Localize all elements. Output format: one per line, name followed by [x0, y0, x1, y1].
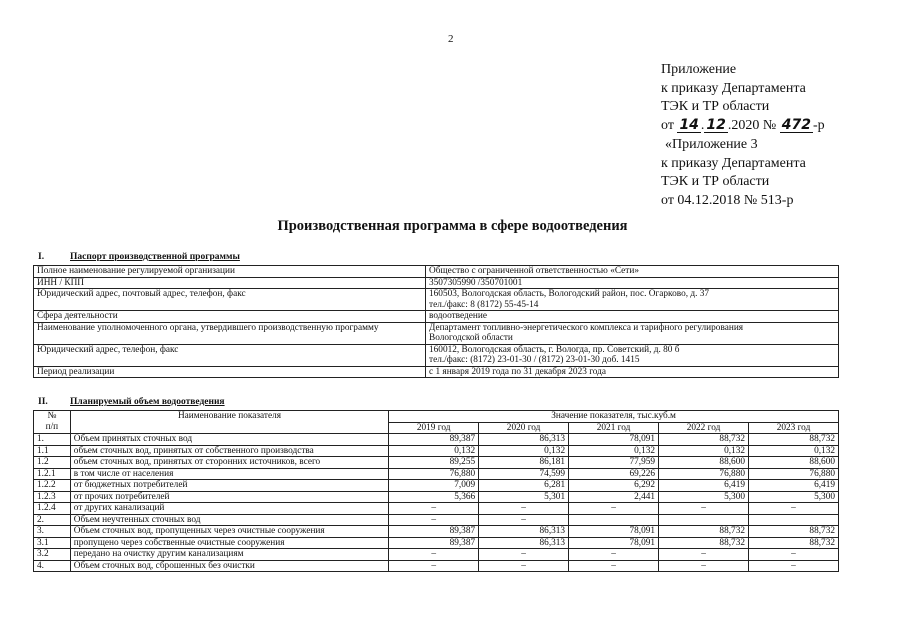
handwritten-order-number: 472 — [781, 117, 811, 134]
appendix-block — [661, 61, 825, 211]
volume-row — [34, 537, 839, 549]
passport-row — [34, 344, 839, 366]
passport-value: 160012, Вологодская область, г. Вологда, пр. Советский, д. 80 б тел./факс: (8172) 23-01-30 / (8172) 23-01-30 доб. 1415 — [426, 344, 839, 366]
row-value: 89,387 — [389, 526, 479, 538]
passport-value: водоотведение — [426, 311, 839, 323]
volume-row — [34, 480, 839, 492]
volume-row — [34, 445, 839, 457]
row-value: – — [479, 560, 569, 572]
volume-table — [33, 410, 839, 572]
row-value: 7,009 — [389, 480, 479, 492]
handwritten-month: 12 — [706, 117, 726, 134]
row-indicator-name: Объем сточных вод, сброшенных без очистки — [70, 560, 388, 572]
row-value: – — [569, 560, 659, 572]
row-value: 76,880 — [659, 468, 749, 480]
row-value: 0,132 — [479, 445, 569, 457]
row-value: – — [479, 549, 569, 561]
handwritten-day: 14 — [679, 117, 699, 134]
appendix-line: к приказу Департамента — [661, 155, 806, 171]
col-header-value: Значение показателя, тыс.куб.м — [389, 411, 839, 423]
row-number: 1.2 — [34, 457, 71, 469]
document-title: Производственная программа в сфере водоотведения — [277, 218, 628, 234]
row-value: – — [569, 549, 659, 561]
appendix-line: к приказу Департамента — [661, 80, 806, 96]
volume-row — [34, 434, 839, 446]
row-value: 0,132 — [749, 445, 839, 457]
row-indicator-name: от бюджетных потребителей — [70, 480, 388, 492]
row-value: – — [749, 560, 839, 572]
row-indicator-name: Объем принятых сточных вод — [70, 434, 388, 446]
col-header-number: № п/п — [34, 411, 71, 434]
row-indicator-name: пропущено через собственные очистные сооружения — [70, 537, 388, 549]
row-value: 5,300 — [749, 491, 839, 503]
row-value: 88,732 — [749, 526, 839, 538]
passport-value: с 1 января 2019 года по 31 декабря 2023 года — [426, 366, 839, 378]
row-indicator-name: от других канализаций — [70, 503, 388, 515]
row-value: 6,281 — [479, 480, 569, 492]
row-value: 86,313 — [479, 526, 569, 538]
volume-row — [34, 526, 839, 538]
row-value: – — [389, 514, 479, 526]
row-value: 78,091 — [569, 526, 659, 538]
year-header: 2020 год — [479, 422, 569, 434]
row-number: 4. — [34, 560, 71, 572]
row-value: 6,419 — [659, 480, 749, 492]
passport-label: Сфера деятельности — [34, 311, 426, 323]
passport-table — [33, 265, 839, 378]
row-value: – — [479, 503, 569, 515]
passport-row — [34, 266, 839, 278]
row-value: 78,091 — [569, 537, 659, 549]
row-value: 2,441 — [569, 491, 659, 503]
passport-label: Полное наименование регулируемой организации — [34, 266, 426, 278]
row-number: 1. — [34, 434, 71, 446]
passport-row — [34, 277, 839, 289]
col-header-name: Наименование показателя — [70, 411, 388, 434]
volume-row — [34, 549, 839, 561]
row-value — [569, 514, 659, 526]
row-indicator-name: передано на очистку другим канализациям — [70, 549, 388, 561]
row-number: 3. — [34, 526, 71, 538]
passport-value: Департамент топливно-энергетического комплекса и тарифного регулирования Вологодской области — [426, 322, 839, 344]
volume-row — [34, 457, 839, 469]
row-indicator-name: Объем сточных вод, пропущенных через очистные сооружения — [70, 526, 388, 538]
row-value: 77,959 — [569, 457, 659, 469]
year-header: 2023 год — [749, 422, 839, 434]
passport-label: Наименование уполномоченного органа, утвердившего производственную программу — [34, 322, 426, 344]
page-number: 2 — [448, 33, 454, 45]
section-title: Планируемый объем водоотведения — [70, 397, 225, 407]
row-value: 6,419 — [749, 480, 839, 492]
row-value: – — [569, 503, 659, 515]
row-value: 5,301 — [479, 491, 569, 503]
row-value: 89,387 — [389, 434, 479, 446]
row-indicator-name: от прочих потребителей — [70, 491, 388, 503]
section-number: II. — [38, 397, 48, 407]
section-1-heading — [38, 252, 240, 262]
passport-value: 3507305990 /350701001 — [426, 277, 839, 289]
date-year: .2020 № — [727, 118, 777, 134]
row-value: 86,181 — [479, 457, 569, 469]
row-value: – — [389, 549, 479, 561]
row-value: 88,600 — [659, 457, 749, 469]
section-number: I. — [38, 252, 45, 262]
row-value — [749, 514, 839, 526]
section-2-heading — [38, 397, 225, 407]
row-value: 89,387 — [389, 537, 479, 549]
row-value: – — [749, 503, 839, 515]
row-value: 0,132 — [659, 445, 749, 457]
appendix-date-line: от 14 . 12 .2020 № 472 -р — [661, 117, 825, 134]
row-value: 0,132 — [389, 445, 479, 457]
row-value: 88,732 — [659, 537, 749, 549]
row-value — [659, 514, 749, 526]
row-value: 89,255 — [389, 457, 479, 469]
passport-label: Период реализации — [34, 366, 426, 378]
row-indicator-name: в том числе от населения — [70, 468, 388, 480]
row-value: 76,880 — [749, 468, 839, 480]
row-value: 5,366 — [389, 491, 479, 503]
passport-label: Юридический адрес, телефон, факс — [34, 344, 426, 366]
row-indicator-name: объем сточных вод, принятых от сторонних источников, всего — [70, 457, 388, 469]
row-number: 1.2.2 — [34, 480, 71, 492]
year-header: 2022 год — [659, 422, 749, 434]
volume-row — [34, 468, 839, 480]
passport-label: ИНН / КПП — [34, 277, 426, 289]
row-number: 1.2.4 — [34, 503, 71, 515]
row-value: 86,313 — [479, 434, 569, 446]
passport-row — [34, 322, 839, 344]
row-value: – — [749, 549, 839, 561]
row-indicator-name: объем сточных вод, принятых от собственного производства — [70, 445, 388, 457]
row-value: 88,732 — [659, 434, 749, 446]
row-indicator-name: Объем неучтенных сточных вод — [70, 514, 388, 526]
volume-row — [34, 491, 839, 503]
row-value: 6,292 — [569, 480, 659, 492]
passport-label: Юридический адрес, почтовый адрес, телефон, факс — [34, 289, 426, 311]
row-value: 74,599 — [479, 468, 569, 480]
row-value: 76,880 — [389, 468, 479, 480]
row-value: – — [659, 560, 749, 572]
row-value: – — [659, 549, 749, 561]
passport-row — [34, 289, 839, 311]
passport-row — [34, 311, 839, 323]
row-value: 69,226 — [569, 468, 659, 480]
row-value: 88,732 — [659, 526, 749, 538]
row-number: 2. — [34, 514, 71, 526]
volume-row — [34, 503, 839, 515]
row-number: 3.1 — [34, 537, 71, 549]
row-number: 1.2.1 — [34, 468, 71, 480]
appendix-line: Приложение — [661, 62, 737, 77]
appendix-line: «Приложение 3 — [665, 136, 758, 152]
volume-row — [34, 560, 839, 572]
passport-value: 160503, Вологодская область, Вологодский район, пос. Огарково, д. 37 тел./факс: 8 (8172) 55-45-14 — [426, 289, 839, 311]
row-number: 1.2.3 — [34, 491, 71, 503]
year-header: 2019 год — [389, 422, 479, 434]
row-value: – — [479, 514, 569, 526]
appendix-line: ТЭК и ТР области — [661, 99, 770, 115]
row-number: 3.2 — [34, 549, 71, 561]
passport-row — [34, 366, 839, 378]
row-value: 0,132 — [569, 445, 659, 457]
date-prefix: от — [661, 118, 674, 134]
year-header: 2021 год — [569, 422, 659, 434]
passport-value: Общество с ограниченной ответственностью «Сети» — [426, 266, 839, 278]
row-value: 5,300 — [659, 491, 749, 503]
row-value: – — [389, 560, 479, 572]
section-title: Паспорт производственной программы — [70, 252, 240, 262]
row-value: – — [389, 503, 479, 515]
row-value: 88,732 — [749, 537, 839, 549]
row-number: 1.1 — [34, 445, 71, 457]
appendix-line: от 04.12.2018 № 513-р — [661, 192, 794, 208]
appendix-line: ТЭК и ТР области — [661, 174, 770, 190]
volume-row — [34, 514, 839, 526]
row-value: 78,091 — [569, 434, 659, 446]
order-suffix: -р — [813, 118, 825, 134]
row-value: 88,732 — [749, 434, 839, 446]
row-value: 88,600 — [749, 457, 839, 469]
row-value: – — [659, 503, 749, 515]
row-value: 86,313 — [479, 537, 569, 549]
